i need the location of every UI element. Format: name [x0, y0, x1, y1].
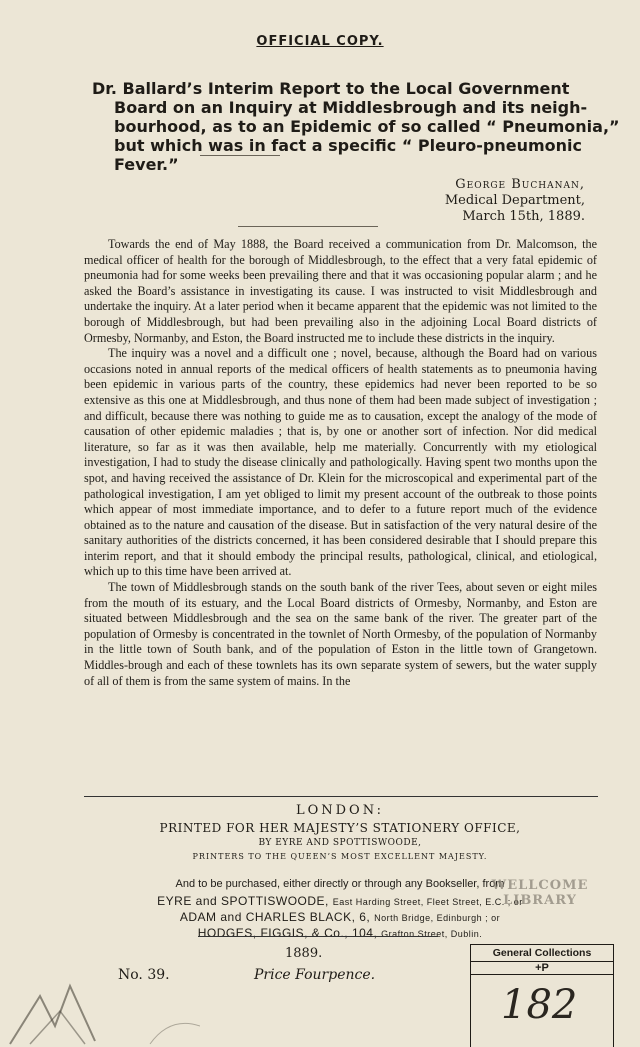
imprint-printed-for: PRINTED FOR HER MAJESTY’S STATIONERY OFFICE,	[159, 821, 521, 835]
library-stamp: WELLCOME LIBRARY	[491, 878, 589, 908]
imprint-by: BY EYRE AND SPOTTISWOODE,	[258, 838, 422, 848]
signature-name: George Buchanan,	[455, 177, 585, 192]
paragraph: The town of Middlesbrough stands on the south bank of the river Tees, about seven or eight miles from the mouth of its estuary, and the Local Board districts of Ormesby, Normanby, and Eston are situated between Middlesbrough and the sea on the same bank of the river. The greater part of the population of Ormesby is concentrated in the townlet of North Ormesby, of the population of Normanby in the little town of South bank, and of the population of Eston in the little town of Grangetown. Middles-brough and each of these townlets has its own separate system of sewers, but the water supply of all of them is from the same system of mains. In the	[84, 580, 597, 688]
report-title	[92, 79, 620, 174]
title-line: Fever.”	[114, 155, 179, 174]
title-line: Dr. Ballard’s Interim Report to the Local Government	[92, 79, 570, 98]
label-subheading: +P	[471, 962, 613, 975]
footer-rule	[198, 936, 438, 937]
sellers-intro: And to be purchased, either directly or through any Bookseller, from	[175, 878, 505, 890]
signature-date: March 15th, 1889.	[462, 209, 585, 224]
title-rule	[200, 155, 280, 156]
publication-year: 1889.	[285, 946, 323, 961]
imprint-rule	[84, 796, 598, 797]
corner-marks	[0, 956, 200, 1046]
document-number: No. 39.	[118, 967, 170, 983]
seller-address: North Bridge, Edinburgh ; or	[374, 913, 501, 923]
seller-name: HODGES, FIGGIS, & Co., 104,	[197, 926, 378, 940]
seller-line	[0, 926, 640, 940]
imprint-printers: PRINTERS TO THE QUEEN’S MOST EXCELLENT MAJESTY.	[192, 852, 488, 861]
section-rule	[238, 226, 378, 227]
seller-address: East Harding Street, Fleet Street, E.C. ; or	[332, 897, 523, 907]
paragraph: The inquiry was a novel and a difficult one ; novel, because, although the Board had on various occasions noted in annual reports of the medical officers of health statements as to pneumonia having been epidemic in various parts of the country, these epidemics had never been reported to be so extensive as this one at Middlesbrough, and thus none of them had been made subject of investigation ; and difficult, because there was nothing to guide me as to causation, except the analogy of the mode of causation of other epidemic maladies ; that is, by one or another sort of infection. Nor did medical literature, so far as it was then available, help me materially. Concurrently with my etiological investigation, I had to study the disease clinically and pathologically. Having spent two months upon the spot, and having received the assistance of Dr. Klein for the microscopical and experimental part of the pathological investigation, I am yet obliged to limit my present account of the outbreak to those points which appear of most immediate importance, and to defer to a future report much of the evidence obtained as to the nature and causation of the disease. But in satisfaction of the very natural desire of the sanitary authorities of the districts concerned, it has been considered desirable that I should prepare this interim report, and that it should embody the principal results, pathological, clinical, and etiological, which up to this time have been arrived at.	[84, 346, 597, 579]
seller-line	[0, 910, 640, 924]
seller-name: ADAM and CHARLES BLACK, 6,	[179, 910, 371, 924]
title-line: Board on an Inquiry at Middlesbrough and its neigh-	[114, 98, 588, 117]
official-copy-heading: OFFICIAL COPY.	[256, 34, 384, 49]
imprint-city: LONDON:	[295, 803, 385, 818]
title-line: bourhood, as to an Epidemic of so called “ Pneumonia,”	[114, 117, 620, 136]
signature-department: Medical Department,	[444, 193, 585, 208]
seller-address: Grafton Street, Dublin.	[381, 929, 483, 939]
label-shelfmark: 182	[501, 982, 578, 1028]
price: Price Fourpence.	[254, 967, 376, 983]
paragraph: Towards the end of May 1888, the Board received a communication from Dr. Malcomson, the medical officer of health for the borough of Middlesbrough, to the effect that a very fatal epidemic of pneumonia had for some weeks been prevailing there and that it was occasioning popular alarm ; and he asked the Board’s assistance in investigating its cause. I was instructed to visit Middlesbrough and undertake the inquiry. At a later period when it became apparent that the epidemic was not limited to the borough of Middlesbrough, but had been prevailing also in the adjoining Local Board districts of Ormesby, Normanby, and Eston, the Board instructed me to include these districts in the inquiry.	[84, 237, 597, 345]
title-line: but which was in fact a specific “ Pleuro-pneumonic	[114, 136, 582, 155]
label-heading: General Collections	[471, 945, 613, 962]
seller-name: EYRE and SPOTTISWOODE,	[157, 894, 329, 908]
library-label	[470, 944, 614, 1047]
report-body	[84, 237, 597, 689]
